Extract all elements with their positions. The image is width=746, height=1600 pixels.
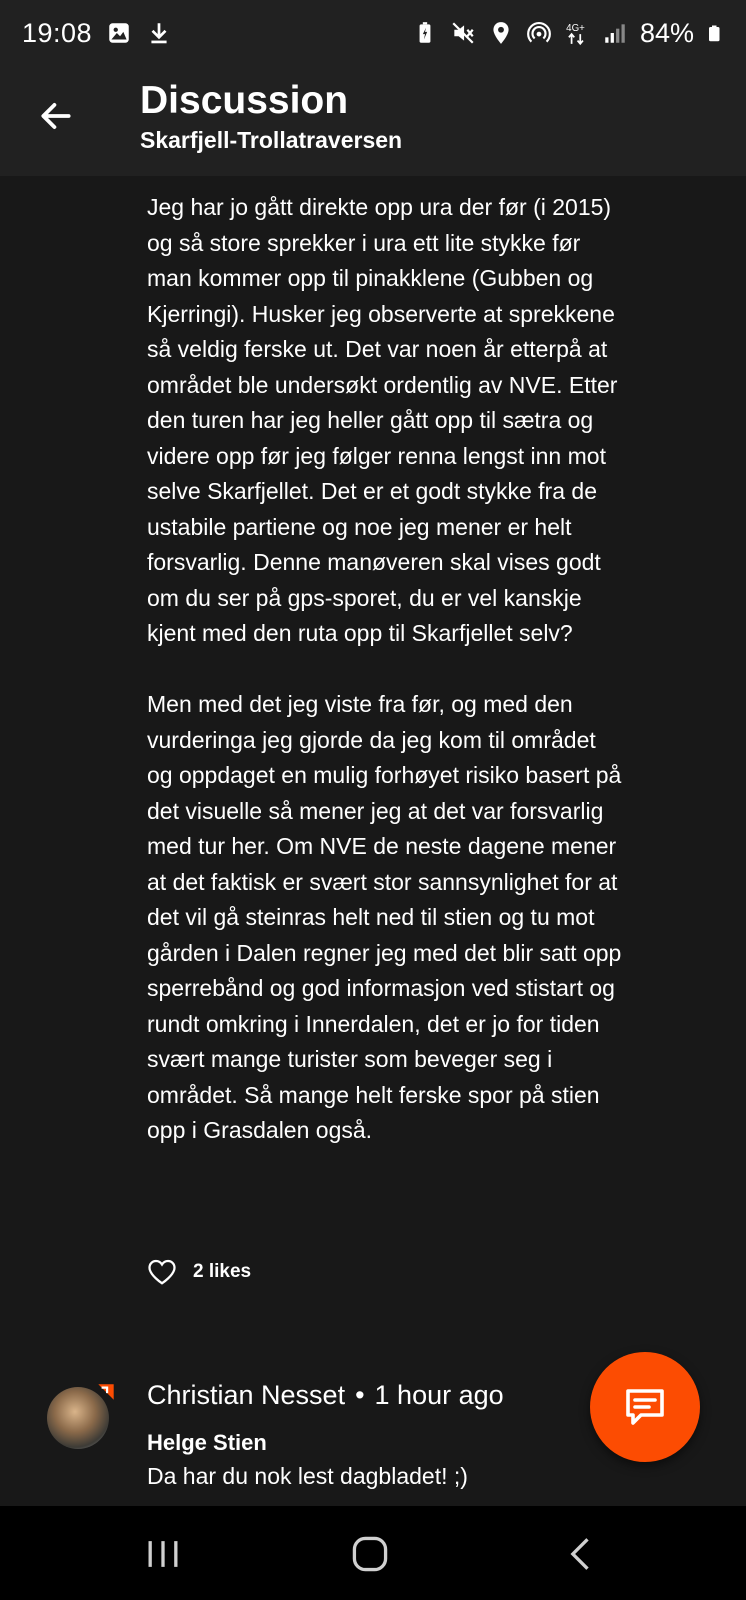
mention-name[interactable]: Helge Stien [147, 1430, 267, 1455]
heart-icon[interactable] [147, 1258, 177, 1286]
hotspot-icon [526, 20, 552, 46]
status-time: 19:08 [22, 17, 93, 48]
image-icon [106, 20, 132, 46]
comment-time: 1 hour ago [374, 1380, 504, 1410]
app-header [0, 66, 746, 176]
battery-saver-icon [412, 20, 438, 46]
mobile-data-icon [564, 20, 590, 46]
likes-count[interactable]: 2 likes [193, 1261, 252, 1282]
subscriber-badge-icon [95, 1381, 117, 1403]
recent-apps-icon[interactable] [141, 1532, 185, 1576]
comment-content [147, 190, 627, 1149]
status-bar [0, 0, 746, 66]
system-nav-bar [0, 1506, 746, 1600]
comment-body [147, 190, 627, 1149]
comment-text: Da har du nok lest dagbladet! ;) [147, 1463, 468, 1489]
back-nav-icon[interactable] [560, 1532, 604, 1576]
comment-meta [147, 1380, 504, 1411]
battery-percent: 84% [639, 17, 694, 48]
avatar[interactable] [47, 1387, 109, 1449]
signal-icon [602, 20, 628, 46]
back-button[interactable] [30, 90, 82, 142]
chat-bubble-icon [621, 1383, 669, 1431]
add-comment-button[interactable] [590, 1352, 700, 1462]
meta-separator: • [355, 1380, 365, 1410]
page-title: Discussion [140, 79, 349, 122]
comment-author[interactable]: Christian Nesset [147, 1380, 346, 1410]
mute-icon [450, 20, 476, 46]
location-icon [488, 20, 514, 46]
battery-icon [706, 20, 724, 46]
arrow-left-icon [37, 97, 75, 135]
svg-text:4G+: 4G+ [566, 22, 585, 34]
home-icon[interactable] [348, 1532, 392, 1576]
comment-paragraph: Jeg har jo gått direkte opp ura der før (i 2015) og så store sprekker i ura ett lite stykke før man kommer opp til pinakklene (Gubben og Kjerringi). Husker jeg observerte at sprekkene så veldig ferske ut. Det var noen år etterpå at området ble undersøkt ordentlig av NVE. Etter den turen har jeg heller gått opp til sætra og videre opp før jeg følger renna lengst inn mot selve Skarfjellet. Det er et godt stykke fra de ustabile partiene og noe jeg mener er helt forsvarlig. Denne manøveren skal vises godt om du ser på gps-sporet, du er vel kanskje kjent med den ruta opp til Skarfjellet selv? [147, 194, 618, 646]
download-icon [146, 20, 172, 46]
likes-row [147, 1258, 251, 1286]
comment-paragraph: Men med det jeg viste fra før, og med den vurderinga jeg gjorde da jeg kom til området og oppdaget en mulig forhøyet risiko basert på det visuelle så mener jeg at det var forsvarlig med tur her. Om NVE de neste dagene mener at det faktisk er svært stor sannsynlighet for at det vil gå steinras helt ned til stien og tu mot gården i Dalen regner jeg med det blir satt opp sperrebånd og god informasjon ved stistart og rundt omkring i Innerdalen, det er jo for tiden svært mange turister som beveger seg i området. Så mange helt ferske spor på stien opp i Grasdalen også. [147, 691, 622, 1143]
activity-name: Skarfjell-Trollatraversen [140, 127, 403, 153]
